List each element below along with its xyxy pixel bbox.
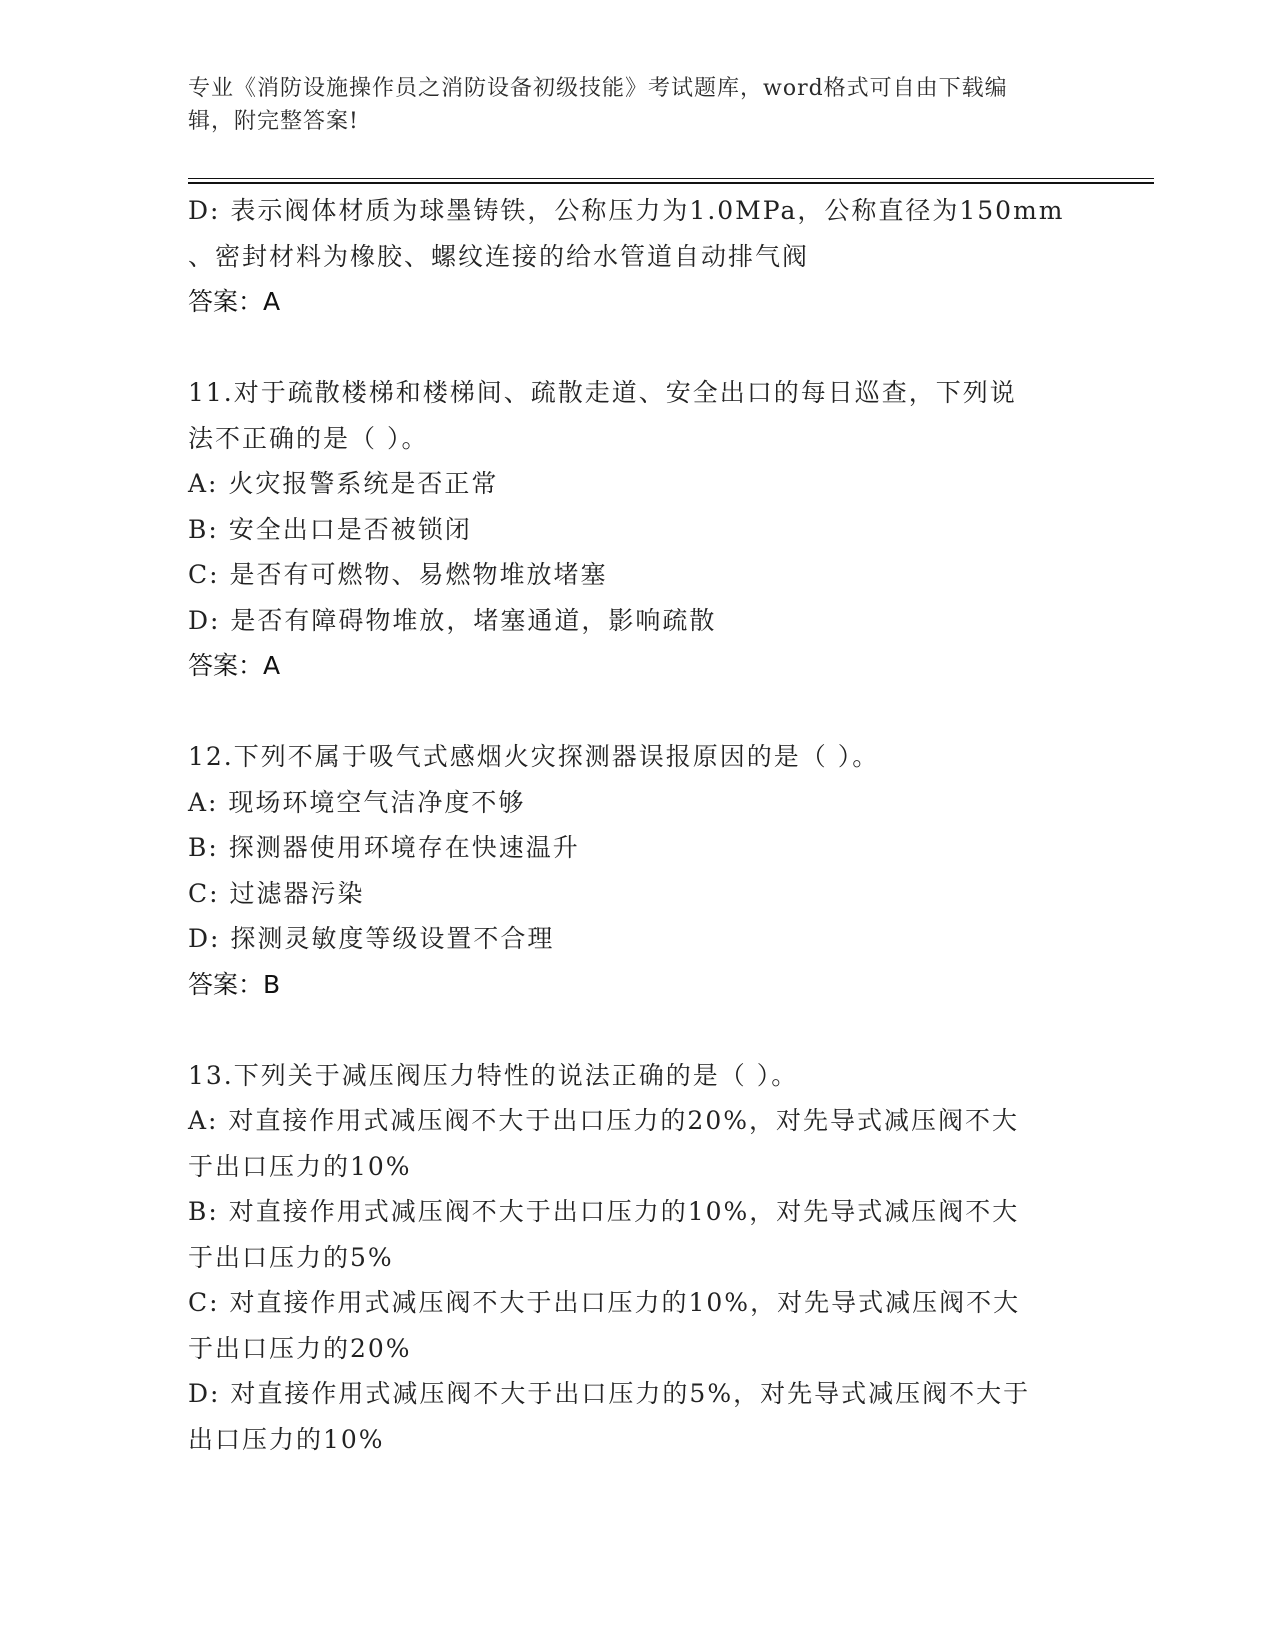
option-a-continued: 于出口压力的10% (188, 1151, 412, 1181)
answer-label: 答案：B (188, 969, 281, 999)
option-c: C: 过滤器污染 (188, 878, 365, 908)
question-stem: 11.对于疏散楼梯和楼梯间、疏散走道、安全出口的每日巡查，下列说 (188, 378, 1017, 407)
question-stem: 13.下列关于减压阀压力特性的说法正确的是（ ）。 (188, 1060, 799, 1090)
header-divider-thin (188, 178, 1154, 179)
spacer (188, 1007, 1088, 1053)
option-c: C: 是否有可燃物、易燃物堆放堵塞 (188, 560, 608, 589)
answer-label: 答案：A (188, 287, 281, 316)
option-b-continued: 于出口压力的5% (188, 1242, 394, 1272)
answer-label: 答案：A (188, 651, 281, 680)
header-line-2: 辑，附完整答案! (188, 109, 359, 134)
question-list (188, 188, 1088, 1462)
option-d: D: 探测灵敏度等级设置不合理 (188, 924, 555, 953)
question-stem: 12.下列不属于吸气式感烟火灾探测器误报原因的是（ ）。 (188, 742, 880, 771)
option-b: B: 探测器使用环境存在快速温升 (188, 833, 580, 862)
option-b: B: 对直接作用式减压阀不大于出口压力的10%，对先导式减压阀不大 (188, 1197, 1020, 1226)
header-line-1: 专业《消防设施操作员之消防设备初级技能》考试题库，word格式可自由下载编 (188, 76, 1008, 101)
spacer (188, 689, 1088, 735)
document-header (188, 72, 1088, 138)
option-a: A: 对直接作用式减压阀不大于出口压力的20%，对先导式减压阀不大 (188, 1106, 1019, 1135)
spacer (188, 325, 1088, 371)
option-c-continued: 于出口压力的20% (188, 1333, 412, 1363)
question-13 (188, 1053, 1088, 1463)
header-divider-thick (188, 182, 1154, 184)
question-12 (188, 734, 1088, 1007)
option-d: D: 表示阀体材质为球墨铸铁，公称压力为1.0MPa，公称直径为150mm (188, 196, 1065, 225)
option-a: A: 现场环境空气洁净度不够 (188, 787, 526, 817)
option-b: B: 安全出口是否被锁闭 (188, 514, 472, 544)
previous-question-tail (188, 188, 1088, 325)
question-stem-continued: 法不正确的是（ ）。 (188, 423, 429, 453)
option-d-continued: 、密封材料为橡胶、螺纹连接的给水管道自动排气阀 (188, 241, 810, 271)
option-a: A: 火灾报警系统是否正常 (188, 469, 499, 498)
option-d-continued: 出口压力的10% (188, 1424, 385, 1454)
question-11 (188, 370, 1088, 689)
option-c: C: 对直接作用式减压阀不大于出口压力的10%，对先导式减压阀不大 (188, 1288, 1021, 1317)
option-d: D: 是否有障碍物堆放，堵塞通道，影响疏散 (188, 605, 717, 635)
option-d: D: 对直接作用式减压阀不大于出口压力的5%，对先导式减压阀不大于 (188, 1379, 1031, 1408)
